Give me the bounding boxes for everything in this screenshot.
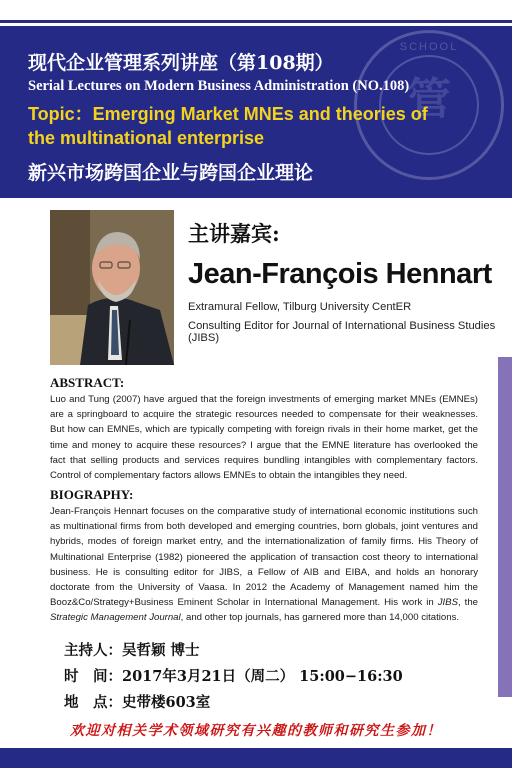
seal-ring-text: SCHOOL (399, 41, 459, 53)
bio-em-smj: Strategic Management Journal (50, 612, 181, 624)
speaker-affiliation-1: Extramural Fellow, Tilburg University CentER (188, 301, 412, 313)
speaker-label: 主讲嘉宾: (188, 221, 280, 246)
bio-text-3: , and other top journals, has garnered more than 14,000 citations. (180, 612, 460, 624)
seal-glyph: 管 (407, 74, 451, 125)
place-label: 地 点： (64, 694, 122, 711)
bottom-bar (0, 748, 512, 768)
top-rule-line (0, 20, 512, 23)
bio-em-jibs: JIBS (437, 597, 458, 609)
host-label: 主持人： (64, 642, 122, 659)
header-banner (0, 26, 512, 198)
speaker-name: Jean-François Hennart (188, 258, 492, 290)
topic-line-1: Topic：Emerging Market MNEs and theories of (28, 104, 428, 124)
welcome-message: 欢迎对相关学术领域研究有兴趣的教师和研究生参加！ (70, 723, 442, 739)
biography-text (50, 504, 478, 626)
cn-topic-title: 新兴市场跨国企业与跨国企业理论 (28, 162, 314, 184)
top-rule (0, 0, 512, 26)
topic-title (28, 102, 498, 150)
abstract-heading: ABSTRACT: (50, 375, 125, 390)
abstract-text: Luo and Tung (2007) have argued that the foreign investments of emerging market MNEs (EMNEs) are a springboard to acquire the strategic resources needed to compensate for their weaknesses. But how can EMNEs, which are typically competing with foreign rivals in their home market, get the time and money to acquire these resources? I argue that the EMNE literature has overlooked the fact that selling products and services requires bundling intangibles with complementary factors. Control of complementary factors allows EMNEs to obtain the intangibles they need. (50, 394, 478, 482)
biography-heading: BIOGRAPHY: (50, 487, 134, 502)
time-value: 2017年3月21日（周二） 15:00−16:30 (122, 668, 403, 685)
bio-text-1: Jean-François Hennart focuses on the comparative study of international economic institutions such as multinational firms from both developed and emerging countries, born globals, joint ventures and hybrids, modes of foreign market entry, and the internationalization of family firms. His Theory of Multinational Enterprise (1982) pioneered the application of transaction cost theory to international business. He is consulting editor for JIBS, a Fellow of AIB and EIBA, and holds an honorary doctorate from the University of Vaasa. In 2012 the Academy of Management named him the Booz&Co/Strategy+Business Eminent Scholar in International Management. His work in (50, 506, 478, 609)
en-series-title: Serial Lectures on Modern Business Administration (NO.108) (28, 78, 410, 94)
time-line (64, 665, 403, 686)
speaker-affiliation-2: Consulting Editor for Journal of International Business Studies (JIBS) (188, 320, 496, 344)
host-value: 吴哲颖 博士 (122, 642, 200, 659)
bio-text-2: , the (457, 597, 478, 609)
side-accent-bar (498, 357, 512, 697)
host-line (64, 639, 200, 660)
portrait-illustration (50, 210, 174, 365)
speaker-portrait (50, 210, 174, 365)
place-line (64, 691, 210, 712)
topic-line-2: the multinational enterprise (28, 128, 265, 148)
cn-series-title: 现代企业管理系列讲座（第108期） (28, 52, 334, 74)
place-value: 史带楼603室 (122, 694, 211, 711)
time-label: 时 间： (64, 668, 122, 685)
